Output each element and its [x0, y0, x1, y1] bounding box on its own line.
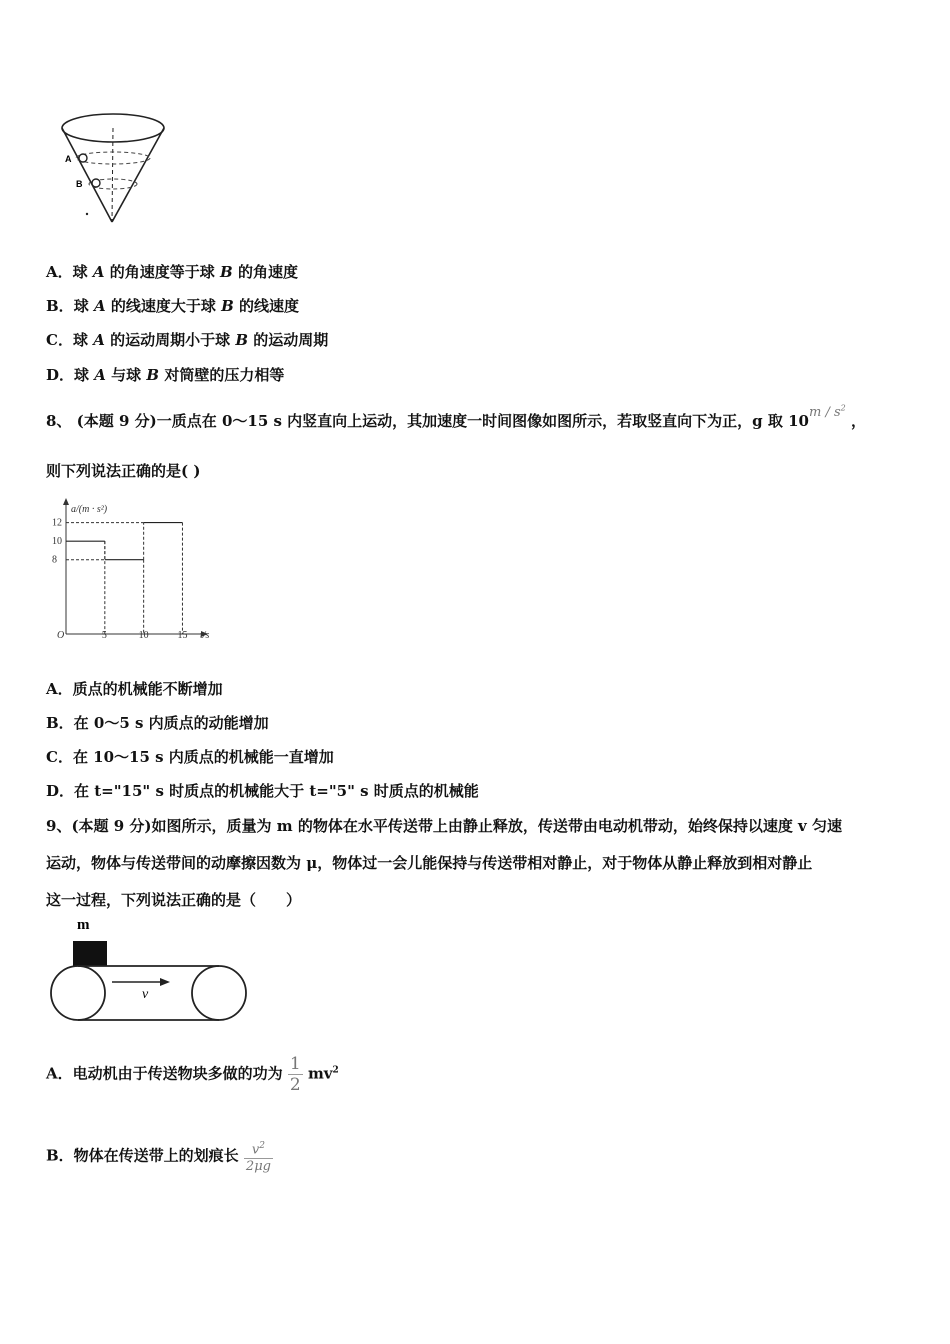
x-tick-label: 15 [177, 630, 188, 641]
q9-stem-line3: 这一过程，下列说法正确的是（ ） [46, 891, 302, 909]
q8-option-d: D．在 t="15" s 时质点的机械能大于 t="5" s 时质点的机械能 [46, 782, 479, 800]
y-axis-label: a/(m · s²) [71, 504, 108, 515]
q9-stem-line2: 运动，物体与传送带间的动摩擦因数为 μ，物体过一会儿能保持与传送带相对静止，对于物体从静止释放到相对静止 [46, 854, 813, 872]
y-tick-label: 10 [52, 536, 62, 548]
x-tick-label: 10 [138, 630, 149, 641]
label-a: A [65, 154, 72, 164]
q8-option-c: C．在 10～15 s 内质点的机械能一直增加 [46, 748, 334, 766]
q8-question: 则下列说法正确的是( ) [46, 462, 201, 480]
velocity-arrow-head-icon [160, 978, 170, 986]
bottom-dot [86, 213, 88, 215]
q7-option-c: C．球 A 的运动周期小于球 B 的运动周期 [46, 331, 329, 349]
q8-option-b: B．在 0～5 s 内质点的动能增加 [46, 714, 269, 732]
conveyor-belt-figure [44, 912, 254, 1027]
left-pulley [51, 966, 105, 1020]
x-tick-label: 5 [101, 630, 107, 641]
right-pulley [192, 966, 246, 1020]
label-b: B [76, 179, 83, 189]
fraction-v2-over-2ug: $\frac{v^2}{2\mu g}$ [244, 1138, 273, 1175]
q7-option-b: B．球 A 的线速度大于球 B 的线速度 [46, 297, 299, 315]
q9-option-a: A．电动机由于传送物块多做的功为 $\frac{1}{2}$ $mv^2$ [46, 1054, 339, 1095]
origin-label: O [57, 630, 65, 641]
q8-option-a: A．质点的机械能不断增加 [46, 680, 223, 698]
y-axis-arrow-icon [63, 498, 69, 505]
fraction-one-half: $\frac{1}{2}$ [289, 1054, 301, 1095]
q9-stem-line1: 9、(本题 9 分)如图所示，质量为 m 的物体在水平传送带上由静止释放，传送带由电动机带动，始终保持以速度 v 匀速 [46, 817, 842, 835]
block-m [73, 941, 107, 966]
velocity-label: v [142, 987, 149, 1002]
q8-unit: m / $s^2$ [808, 403, 846, 420]
acceleration-time-chart [48, 496, 218, 646]
cone-figure [52, 104, 180, 230]
q7-option-d: D．球 A 与球 B 对筒壁的压力相等 [46, 366, 285, 384]
ball-a [79, 154, 87, 162]
q9-option-b: B．物体在传送带上的划痕长 $\frac{v^2}{2\mu g}$ [46, 1138, 273, 1175]
x-axis-label: t/s [200, 630, 210, 641]
mass-label: m [77, 917, 90, 933]
q7-option-a: A．球 A 的角速度等于球 B 的角速度 [46, 263, 298, 281]
y-tick-label: 8 [52, 554, 57, 566]
ball-b [92, 179, 100, 187]
y-tick-label: 12 [52, 517, 62, 529]
q8-stem: 8、 (本题 9 分)一质点在 0～15 s 内竖直向上运动，其加速度一时间图像如图所示，若取竖直向下为正，g 取 $10m / s^2$ ， [46, 403, 866, 430]
